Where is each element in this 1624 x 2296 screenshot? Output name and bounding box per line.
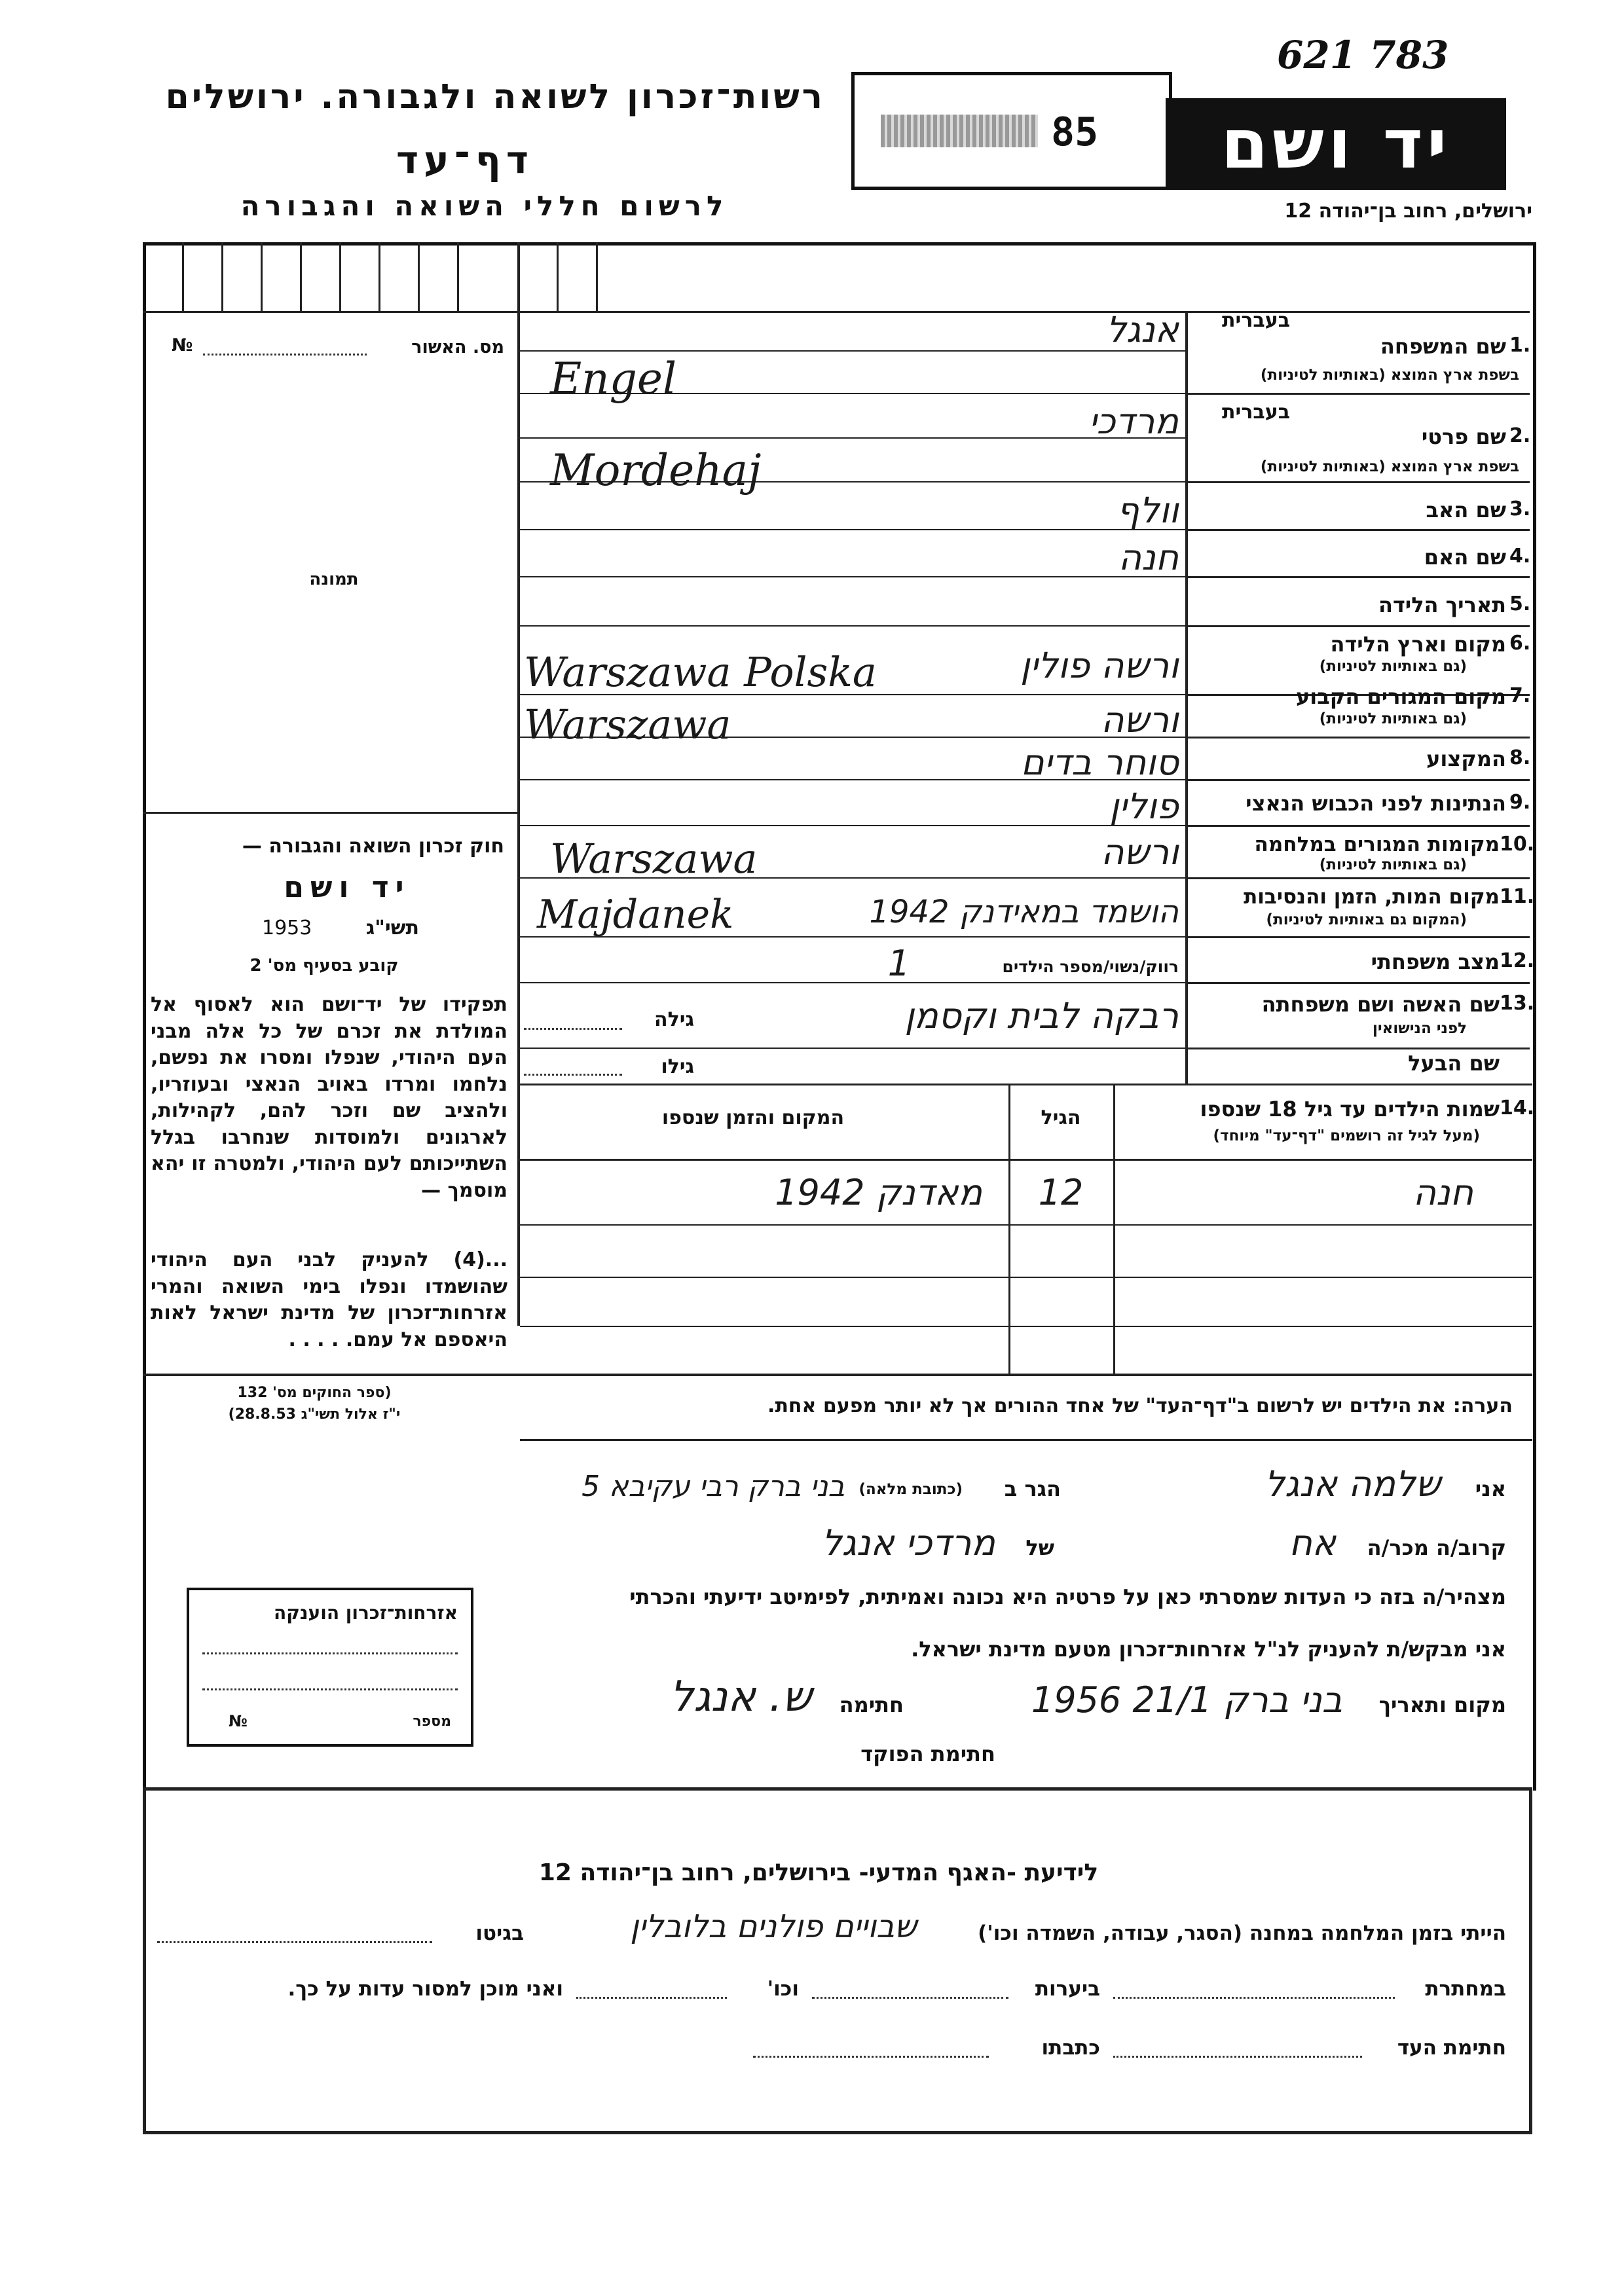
field8-label: המקצוע	[1426, 746, 1506, 771]
wife-age-field	[524, 1028, 622, 1030]
nationality: פולין	[1109, 786, 1179, 827]
cell-divider	[418, 242, 420, 311]
marital-status-value: 1	[887, 943, 910, 984]
child-age: 12	[1038, 1172, 1084, 1213]
law-year: 1953	[262, 917, 312, 939]
first-name-latin: Mordehaj	[550, 445, 762, 496]
footer-bottom-border	[143, 2131, 1532, 2134]
field4-number: 4.	[1509, 545, 1531, 568]
field12-number: 12.	[1500, 949, 1535, 972]
address-line: ירושלים, רחוב בן־יהודה 12	[1284, 200, 1532, 223]
footer-line1-end: בגיטו	[475, 1922, 524, 1945]
serial-number-box	[851, 72, 1172, 190]
witness-address-field	[753, 2056, 989, 2058]
children-table-divider-b	[1113, 1085, 1115, 1374]
row-sep	[1188, 825, 1530, 827]
death-place-latin: Majdanek	[537, 892, 734, 938]
forests-field	[812, 1997, 1008, 1999]
approval-no-symbol: №	[172, 335, 193, 355]
citizenship-line	[202, 1688, 458, 1690]
residence-latin: Warszawa	[524, 701, 731, 748]
children-row-line	[520, 1224, 1532, 1226]
field4-label: שם האם	[1424, 545, 1506, 570]
full-address-label: (כתובת מלאה)	[858, 1481, 963, 1498]
form-title: דף־עד	[396, 137, 534, 182]
field6-label: מקום וארץ הלידה	[1330, 632, 1506, 657]
cell-divider	[557, 242, 559, 311]
law-text-2: ...(4) להעניק לבני העם היהודי שהושמדו ונפלו בימי השואה והמרי אזרחות־זכרון של מדינת ישראל לאות היאספם אל עמם. . . . .	[151, 1248, 507, 1351]
label-column-divider	[1185, 313, 1188, 1085]
signature-label: חתימה	[839, 1692, 904, 1717]
declaration-statement-2: אני מבקש/ת להעניק לנ"ל אזרחות־זכרון מטעם מדינת ישראל.	[911, 1637, 1506, 1662]
archive-stamp-number: 621 783	[1277, 33, 1449, 77]
field3-label: שם האב	[1426, 498, 1506, 522]
cell-divider	[457, 242, 459, 311]
law-logo: יד ושם	[284, 871, 411, 904]
row-sep	[1188, 576, 1530, 578]
field2-label: שם פרטי	[1421, 424, 1506, 449]
children-table-bottom	[143, 1374, 1532, 1376]
law-section: קובע בסעיף מס' 2	[249, 956, 399, 975]
field7-sub: (גם באותיות לטיניות)	[1319, 710, 1467, 727]
field11-sub: (המקום גם באותיות לטיניות)	[1266, 911, 1467, 928]
value-line	[520, 350, 1185, 352]
citizenship-line	[202, 1652, 458, 1654]
law-reference-2: י"ז אלול תשי"ג 28.8.53)	[228, 1406, 401, 1423]
relative-label: קרוב/ה מכר/ה	[1367, 1535, 1506, 1560]
row-sep	[1188, 982, 1530, 984]
field11-label: מקום המות, הזמן והנסיבות	[1244, 885, 1500, 909]
photo-area-divider	[143, 812, 517, 814]
field2-in-hebrew: בעברית	[1222, 401, 1290, 424]
etc-field	[576, 1997, 727, 1999]
wartime-residence-hebrew: ורשה	[1101, 831, 1179, 873]
field13-label: שם האשה ושם משפחתה	[1261, 992, 1500, 1017]
occupation: סוחר בדים	[1020, 742, 1179, 783]
field6-number: 6.	[1509, 632, 1531, 655]
field6-sub: (גם באותיות לטיניות)	[1319, 658, 1467, 675]
marital-status-sub: רווק/נשוי/מספר הילדים	[1002, 957, 1179, 976]
citizenship-box	[187, 1588, 473, 1747]
note-line	[520, 1439, 1532, 1441]
yad-vashem-logo: יד ושם	[1166, 98, 1506, 190]
relative-of-name: מרדכי אנגל	[821, 1522, 995, 1563]
field3-number: 3.	[1509, 498, 1531, 520]
cell-divider	[378, 242, 380, 311]
row-sep	[1188, 779, 1530, 781]
field9-label: הנתינות לפני הכבוש הנאצי	[1246, 791, 1506, 816]
field13-sub: לפני הנישואין	[1373, 1020, 1467, 1037]
row-sep	[1188, 625, 1530, 627]
witness-signature-field	[1113, 2056, 1362, 2058]
form-subtitle: לרשום חללי השואה והגבורה	[240, 190, 729, 222]
declarant-signature: ש. אנגל	[669, 1673, 812, 1721]
row-sep	[1188, 481, 1530, 483]
row-sep	[1188, 737, 1530, 738]
row-sep	[1188, 1048, 1530, 1049]
footer-left-border	[143, 1787, 146, 2134]
value-line	[520, 625, 1185, 627]
cell-divider	[300, 242, 302, 311]
footer-right-border	[1529, 1787, 1532, 2134]
field10-number: 10.	[1500, 833, 1535, 856]
place-column-header: המקום והזמן שנספו	[661, 1106, 845, 1129]
footer-etc: וכו'	[767, 1977, 799, 2001]
place-date-value: בני ברק 21/1 1956	[1031, 1679, 1342, 1721]
death-place-hebrew: הושמד במאידנק 1942	[869, 894, 1179, 930]
declaration-i-label: אני	[1475, 1476, 1506, 1501]
serial-number: 85	[1051, 109, 1099, 155]
father-name: וולף	[1116, 490, 1179, 531]
children-row-line	[520, 1326, 1532, 1327]
place-date-label: מקום ותאריך	[1378, 1692, 1506, 1717]
field1-sub: בשפת ארץ המוצא (באותיות לטיניות)	[1260, 367, 1519, 384]
left-panel-divider	[517, 242, 520, 1326]
field11-number: 11.	[1500, 885, 1535, 908]
husband-label: שם הבעל	[1408, 1051, 1500, 1076]
age-column-header: הגיל	[1041, 1106, 1081, 1129]
cell-divider	[339, 242, 341, 311]
field7-label: מקום המגורים הקבוע	[1295, 684, 1506, 709]
cell-divider	[261, 242, 263, 311]
field10-sub: (גם באותיות לטיניות)	[1319, 856, 1467, 873]
family-name-hebrew: אנגל	[1106, 309, 1179, 350]
serial-smudge	[881, 115, 1038, 147]
law-text-1: תפקידו של יד־ושם הוא לאסוף אל המולדת את זכרם של כל אלה מבני העם היהודי, שנפלו ומסרו את נפשם, נלחמו ומרדו באויב הנאצי ובעוזריו, ולהציב שם וזכר להם, לקהילות, לארגונים ולמוסדות שנחרבו בגלל השתייכותם לעם היהודי, ולמטרה זו יהא מוסמך —	[151, 993, 507, 1202]
birth-place-latin: Warszawa Polska	[524, 648, 877, 696]
field2-sub: בשפת ארץ המוצא (באותיות לטיניות)	[1260, 458, 1519, 475]
value-line	[520, 1048, 1185, 1049]
authority-line: רשות־זכרון לשואה ולגבורה. ירושלים	[165, 77, 825, 117]
children-note: הערה: את הילדים יש לרשום ב"דף־העד" של אחד ההורים אך לא יותר מפעם אחת.	[767, 1394, 1513, 1417]
residence-hebrew: ורשה	[1101, 699, 1179, 740]
row-sep	[1188, 936, 1530, 938]
declaration-statement-1: מצהיר/ה בזה כי העדות שמסרתי כאן על פרטיה היא נכונה ואמיתית, לפימיטב ידיעתי והכרתי	[629, 1584, 1506, 1609]
top-strip-line	[143, 311, 1530, 313]
footer-line1-start: הייתי בזמן המלחמה במחנה (הסגר, עבודה, השמדה וכו')	[978, 1922, 1506, 1945]
field8-number: 8.	[1509, 746, 1531, 769]
wife-name: רבקה לבית וקסמן	[904, 995, 1179, 1036]
family-name-latin: Engel	[550, 354, 677, 404]
field14-number: 14.	[1500, 1097, 1535, 1120]
field13-number: 13.	[1500, 992, 1535, 1015]
footer-top-border	[143, 1787, 1532, 1791]
footer-title: לידיעת -האגף המדעי- בירושלים, רחוב בן־יהודה 12	[538, 1859, 1099, 1886]
first-name-hebrew: מרדכי	[1088, 401, 1179, 442]
field7-number: 7.	[1509, 684, 1531, 707]
footer-address-label: כתבתו	[1041, 2036, 1100, 2060]
child-death-place: מאדנק 1942	[775, 1172, 982, 1213]
children-table-divider-a	[1008, 1085, 1010, 1374]
officer-signature-label: חתימת הפוקד	[860, 1741, 995, 1766]
value-line	[520, 1084, 1532, 1085]
law-year-hebrew: תשי"ג	[365, 917, 419, 939]
field1-in-hebrew: בעברית	[1222, 309, 1290, 332]
footer-ready-statement: ואני מוכן למסור עדות על כך.	[287, 1977, 563, 2001]
citizenship-number-label: מספר	[413, 1713, 451, 1730]
photo-label: תמונה	[309, 570, 359, 589]
footer-witness-signature: חתימת העד	[1397, 2036, 1506, 2060]
row-sep	[1188, 877, 1530, 879]
citizenship-box-title: אזרחות־זכרון הוענקה	[274, 1602, 458, 1624]
field14-sub: (מעל לגיל זה רושמים "דף־עד" מיוחד)	[1213, 1127, 1480, 1144]
wife-age-label: גילה	[654, 1008, 694, 1031]
birth-place-hebrew: ורשה פולין	[1020, 645, 1179, 686]
row-sep	[1188, 529, 1530, 531]
approval-number-field	[203, 354, 367, 355]
citizenship-number-symbol: №	[229, 1712, 248, 1730]
cell-divider	[182, 242, 184, 311]
field9-number: 9.	[1509, 791, 1531, 814]
field10-label: מקומות המגורים במלחמה	[1254, 833, 1500, 856]
resides-label: הגר ב	[1004, 1476, 1061, 1501]
value-line	[520, 982, 1185, 983]
row-sep	[1188, 393, 1530, 395]
children-row-line	[520, 1277, 1532, 1278]
field2-number: 2.	[1509, 424, 1531, 447]
approval-label: מס. האשור	[411, 337, 504, 357]
relation-value: אח	[1289, 1522, 1336, 1563]
law-title: חוק זכרון השואה והגבורה —	[242, 835, 504, 858]
law-reference-1: (ספר החוקים מס' 132	[237, 1385, 392, 1401]
ghetto-field	[157, 1941, 432, 1943]
field14-label: שמות הילדים עד גיל 18 שנספו	[1200, 1097, 1500, 1121]
husband-age-label: גילו	[661, 1055, 694, 1078]
children-table-header-line	[520, 1159, 1532, 1161]
footer-forests: ביערות	[1035, 1977, 1100, 2001]
field5-label: תאריך הלידה	[1378, 592, 1506, 617]
underground-field	[1113, 1997, 1395, 1999]
of-label: של	[1025, 1535, 1054, 1560]
footer-underground: במחתרת	[1425, 1977, 1506, 2001]
declarant-address: בני ברק רבי עקיבא 5	[581, 1470, 845, 1503]
field5-number: 5.	[1509, 592, 1531, 615]
declarant-name: שלמה אנגל	[1264, 1463, 1441, 1504]
mother-name: חנה	[1118, 537, 1179, 578]
child-name: חנה	[1412, 1172, 1473, 1213]
field1-label: שם המשפחה	[1380, 334, 1506, 359]
wartime-residence-latin: Warszawa	[550, 835, 758, 883]
husband-age-field	[524, 1074, 622, 1076]
cell-divider	[221, 242, 223, 311]
field1-number: 1.	[1509, 334, 1531, 357]
cell-divider	[596, 242, 598, 311]
footer-camp-value: שבויים פולנים בלובלין	[630, 1908, 917, 1945]
field12-label: מצב משפחתי	[1371, 949, 1500, 974]
